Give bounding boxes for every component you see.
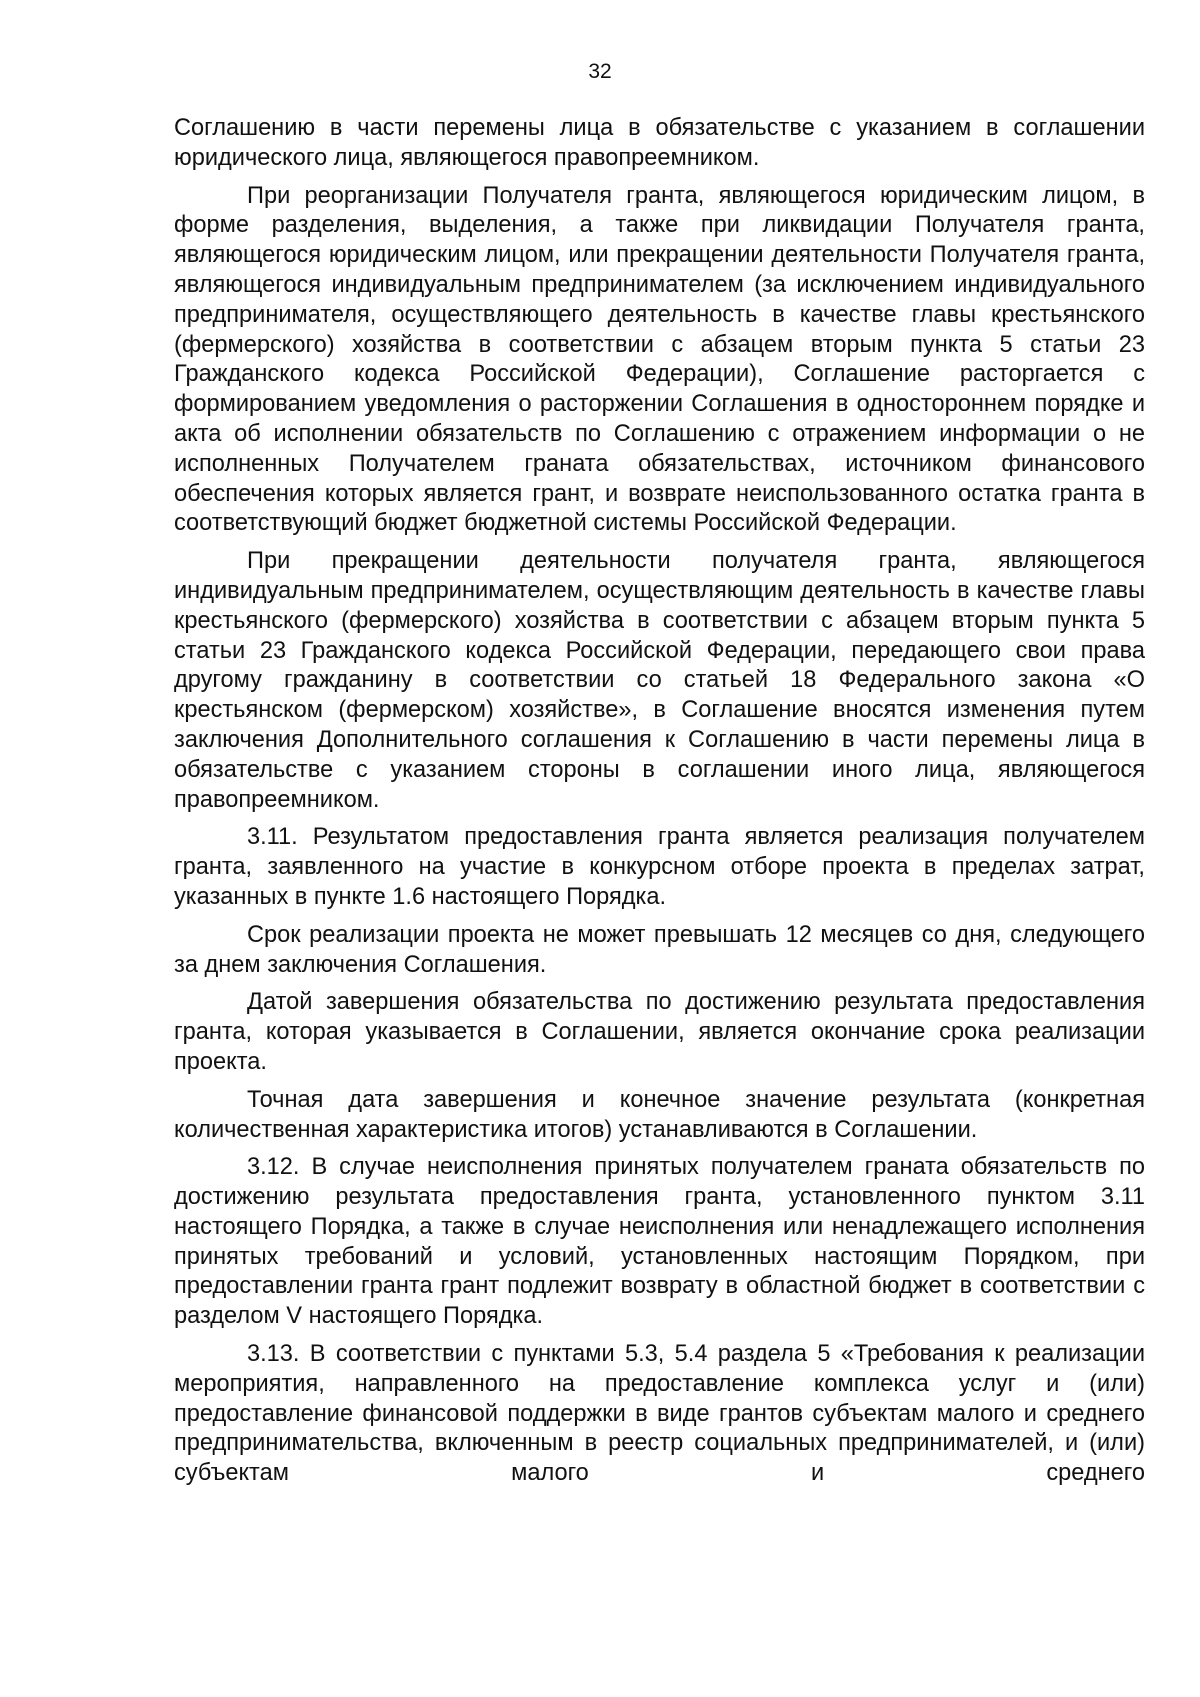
paragraph-project-term: Срок реализации проекта не может превышать 12 месяцев со дня, следующего за днем заключения Соглашения. — [174, 921, 1145, 978]
page-number: 32 — [588, 60, 612, 83]
paragraph-3-12: 3.12. В случае неисполнения принятых получателем граната обязательств по достижению результата предоставления гранта, установленного пунктом 3.11 настоящего Порядка, а также в случае неисполнения или ненадлежащего исполнения принятых требований и условий, установленных настоящим Порядком, при предоставлении гранта грант подлежит возврату в областной бюджет в соответствии с разделом V настоящего Порядка. — [174, 1154, 1145, 1330]
paragraph-termination-ip: При прекращении деятельности получателя гранта, являющегося индивидуальным предпринимателем, осуществляющим деятельность в качестве главы крестьянского (фермерского) хозяйства в соответствии с абзацем вторым пункта 5 статьи 23 Гражданского кодекса Российской Федерации, передающего свои права другому гражданину в соответствии со статьей 18 Федерального закона «О крестьянском (фермерском) хозяйстве», в Соглашение вносятся изменения путем заключения Дополнительного соглашения к Соглашению в части перемены лица в обязательстве с указанием стороны в соглашении иного лица, являющегося правопреемником. — [174, 548, 1145, 813]
document-body — [174, 114, 1145, 1497]
paragraph-completion-date: Датой завершения обязательства по достижению результата предоставления гранта, которая указывается в Соглашении, является окончание срока реализации проекта. — [174, 989, 1145, 1075]
paragraph-3-13: 3.13. В соответствии с пунктами 5.3, 5.4 раздела 5 «Требования к реализации мероприятия, направленного на предоставление комплекса услуг и (или) предоставление финансовой поддержки в виде грантов субъектам малого и среднего предпринимательства, включенным в реестр социальных предпринимателей, и (или) субъектам малого и среднего — [174, 1341, 1145, 1487]
paragraph-exact-date: Точная дата завершения и конечное значение результата (конкретная количественная характеристика итогов) устанавливаются в Соглашении. — [174, 1086, 1145, 1143]
paragraph-3-11: 3.11. Результатом предоставления гранта является реализация получателем гранта, заявленного на участие в конкурсном отборе проекта в пределах затрат, указанных в пункте 1.6 настоящего Порядка. — [174, 824, 1145, 910]
paragraph-continuation: Соглашению в части перемены лица в обязательстве с указанием в соглашении юридического лица, являющегося правопреемником. — [174, 115, 1145, 171]
paragraph-reorganization: При реорганизации Получателя гранта, являющегося юридическим лицом, в форме разделения, выделения, а также при ликвидации Получателя гранта, являющегося юридическим лицом, или прекращении деятельности Получателя гранта, являющегося индивидуальным предпринимателем (за исключением индивидуального предпринимателя, осуществляющего деятельность в качестве главы крестьянского (фермерского) хозяйства в соответствии с абзацем вторым пункта 5 статьи 23 Гражданского кодекса Российской Федерации), Соглашение расторгается с формированием уведомления о расторжении Соглашения в одностороннем порядке и акта об исполнении обязательств по Соглашению с отражением информации о не исполненных Получателем граната обязательствах, источником финансового обеспечения которых является грант, и возврате неиспользованного остатка гранта в соответствующий бюджет бюджетной системы Российской Федерации. — [174, 182, 1145, 537]
